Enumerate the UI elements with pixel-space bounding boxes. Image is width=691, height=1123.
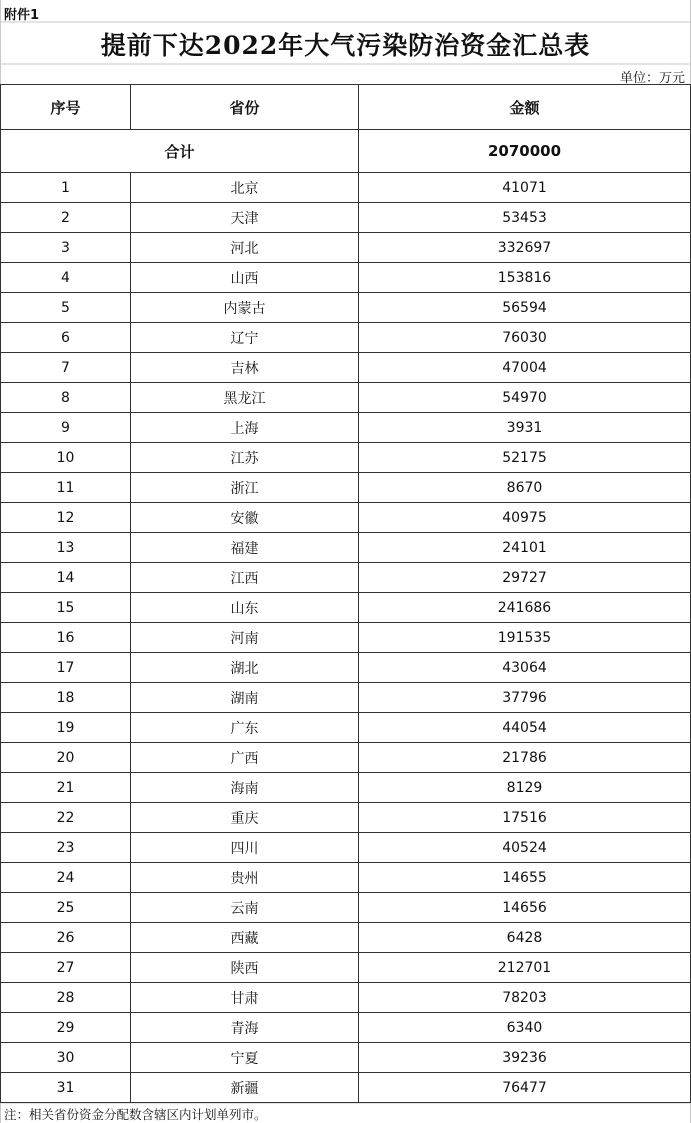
row-province: 山东 xyxy=(131,593,359,623)
row-province: 陕西 xyxy=(131,953,359,983)
table-row xyxy=(1,713,691,743)
table-row xyxy=(1,353,691,383)
header-index: 序号 xyxy=(1,85,131,130)
row-index: 10 xyxy=(1,443,131,473)
row-index: 18 xyxy=(1,683,131,713)
row-index: 11 xyxy=(1,473,131,503)
row-amount: 24101 xyxy=(359,533,691,563)
table-row xyxy=(1,893,691,923)
row-amount: 8129 xyxy=(359,773,691,803)
table-row xyxy=(1,923,691,953)
row-index: 17 xyxy=(1,653,131,683)
total-amount: 2070000 xyxy=(359,130,691,173)
page-title: 提前下达2022年大气污染防治资金汇总表 xyxy=(100,31,591,60)
row-amount: 37796 xyxy=(359,683,691,713)
row-province: 北京 xyxy=(131,173,359,203)
row-index: 14 xyxy=(1,563,131,593)
row-amount: 191535 xyxy=(359,623,691,653)
table-row xyxy=(1,533,691,563)
row-index: 29 xyxy=(1,1013,131,1043)
row-index: 23 xyxy=(1,833,131,863)
row-index: 25 xyxy=(1,893,131,923)
row-province: 黑龙江 xyxy=(131,383,359,413)
table-row xyxy=(1,653,691,683)
table-row xyxy=(1,983,691,1013)
unit-label: 单位：万元 xyxy=(619,71,685,86)
row-amount: 14656 xyxy=(359,893,691,923)
row-index: 6 xyxy=(1,323,131,353)
row-province: 内蒙古 xyxy=(131,293,359,323)
row-province: 广西 xyxy=(131,743,359,773)
row-index: 19 xyxy=(1,713,131,743)
row-index: 1 xyxy=(1,173,131,203)
row-index: 15 xyxy=(1,593,131,623)
table-row xyxy=(1,323,691,353)
row-amount: 332697 xyxy=(359,233,691,263)
row-province: 宁夏 xyxy=(131,1043,359,1073)
row-index: 21 xyxy=(1,773,131,803)
row-province: 天津 xyxy=(131,203,359,233)
table-header-row xyxy=(1,85,691,130)
attachment-label: 附件1 xyxy=(4,8,40,23)
row-amount: 47004 xyxy=(359,353,691,383)
row-index: 20 xyxy=(1,743,131,773)
table-row xyxy=(1,1073,691,1103)
row-amount: 53453 xyxy=(359,203,691,233)
row-amount: 41071 xyxy=(359,173,691,203)
row-amount: 29727 xyxy=(359,563,691,593)
row-amount: 17516 xyxy=(359,803,691,833)
table-row xyxy=(1,383,691,413)
funding-table xyxy=(0,84,691,1103)
row-amount: 8670 xyxy=(359,473,691,503)
table-row xyxy=(1,833,691,863)
table-row xyxy=(1,863,691,893)
row-amount: 54970 xyxy=(359,383,691,413)
row-province: 福建 xyxy=(131,533,359,563)
row-province: 江西 xyxy=(131,563,359,593)
table-row xyxy=(1,293,691,323)
table-row xyxy=(1,443,691,473)
row-amount: 6340 xyxy=(359,1013,691,1043)
row-amount: 3931 xyxy=(359,413,691,443)
table-row xyxy=(1,623,691,653)
row-amount: 14655 xyxy=(359,863,691,893)
row-index: 28 xyxy=(1,983,131,1013)
row-province: 浙江 xyxy=(131,473,359,503)
table-row xyxy=(1,563,691,593)
row-amount: 153816 xyxy=(359,263,691,293)
table-row xyxy=(1,503,691,533)
row-province: 甘肃 xyxy=(131,983,359,1013)
row-province: 贵州 xyxy=(131,863,359,893)
row-province: 新疆 xyxy=(131,1073,359,1103)
row-index: 22 xyxy=(1,803,131,833)
table-row xyxy=(1,593,691,623)
row-province: 河南 xyxy=(131,623,359,653)
header-province: 省份 xyxy=(131,85,359,130)
row-index: 7 xyxy=(1,353,131,383)
row-province: 西藏 xyxy=(131,923,359,953)
row-province: 青海 xyxy=(131,1013,359,1043)
table-row xyxy=(1,173,691,203)
row-province: 重庆 xyxy=(131,803,359,833)
row-amount: 212701 xyxy=(359,953,691,983)
table-row xyxy=(1,203,691,233)
row-index: 12 xyxy=(1,503,131,533)
table-row xyxy=(1,473,691,503)
row-province: 河北 xyxy=(131,233,359,263)
row-index: 13 xyxy=(1,533,131,563)
row-amount: 43064 xyxy=(359,653,691,683)
row-province: 吉林 xyxy=(131,353,359,383)
row-province: 广东 xyxy=(131,713,359,743)
row-index: 9 xyxy=(1,413,131,443)
row-index: 16 xyxy=(1,623,131,653)
row-province: 山西 xyxy=(131,263,359,293)
total-row xyxy=(1,130,691,173)
row-amount: 241686 xyxy=(359,593,691,623)
row-province: 上海 xyxy=(131,413,359,443)
row-index: 30 xyxy=(1,1043,131,1073)
row-amount: 56594 xyxy=(359,293,691,323)
footnote: 注：相关省份资金分配数含辖区内计划单列市。 xyxy=(4,1107,267,1122)
total-label: 合计 xyxy=(1,130,359,173)
row-amount: 52175 xyxy=(359,443,691,473)
row-province: 湖南 xyxy=(131,683,359,713)
table-row xyxy=(1,803,691,833)
table-row xyxy=(1,413,691,443)
table-row xyxy=(1,953,691,983)
row-index: 24 xyxy=(1,863,131,893)
row-index: 26 xyxy=(1,923,131,953)
row-province: 海南 xyxy=(131,773,359,803)
row-index: 2 xyxy=(1,203,131,233)
table-row xyxy=(1,233,691,263)
row-province: 湖北 xyxy=(131,653,359,683)
table-row xyxy=(1,683,691,713)
table-row xyxy=(1,1043,691,1073)
row-amount: 40524 xyxy=(359,833,691,863)
row-amount: 76477 xyxy=(359,1073,691,1103)
row-province: 辽宁 xyxy=(131,323,359,353)
row-index: 27 xyxy=(1,953,131,983)
table-row xyxy=(1,263,691,293)
row-amount: 21786 xyxy=(359,743,691,773)
row-index: 4 xyxy=(1,263,131,293)
row-province: 安徽 xyxy=(131,503,359,533)
row-province: 云南 xyxy=(131,893,359,923)
row-amount: 78203 xyxy=(359,983,691,1013)
header-amount: 金额 xyxy=(359,85,691,130)
row-province: 四川 xyxy=(131,833,359,863)
row-province: 江苏 xyxy=(131,443,359,473)
row-index: 8 xyxy=(1,383,131,413)
table-row xyxy=(1,1013,691,1043)
table-row xyxy=(1,743,691,773)
row-amount: 40975 xyxy=(359,503,691,533)
row-amount: 44054 xyxy=(359,713,691,743)
row-amount: 6428 xyxy=(359,923,691,953)
row-amount: 39236 xyxy=(359,1043,691,1073)
table-row xyxy=(1,773,691,803)
row-index: 3 xyxy=(1,233,131,263)
row-index: 31 xyxy=(1,1073,131,1103)
row-amount: 76030 xyxy=(359,323,691,353)
row-index: 5 xyxy=(1,293,131,323)
